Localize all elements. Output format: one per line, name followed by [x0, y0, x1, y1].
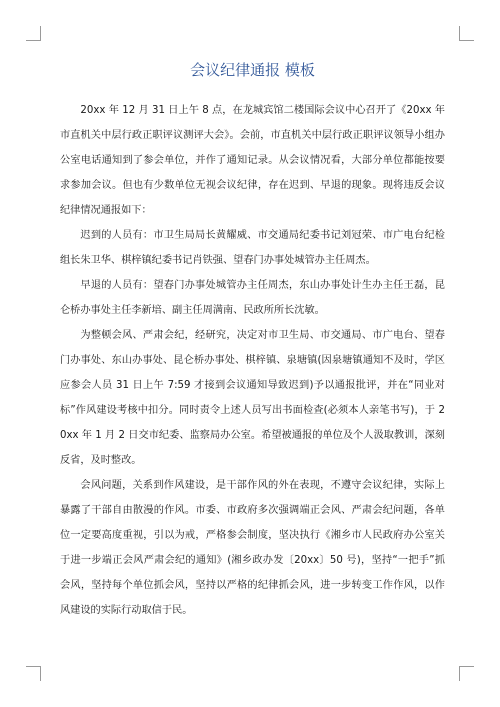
document-title: 会议纪律通报 模板: [190, 61, 315, 79]
page-corner-mark-top-left: [26, 26, 41, 41]
paragraph-intro: 20xx 年 12 月 31 日上午 8 点，在龙城宾馆二楼国际会议中心召开了《20xx 年市直机关中层行政正职评议测评大会》。会前，市直机关中层行政正职评议领导小组办公室电话通知到了参会单位，并作了通知记录。从会议情况看，大部分单位都能按要求参加会议。但也有少数单位无视会议纪律，存在迟到、早退的现象。现将违反会议纪律情况通报如下：: [60, 105, 445, 216]
page-corner-mark-bottom-right: [459, 666, 474, 681]
document-page: [60, 60, 445, 623]
page-corner-mark-bottom-left: [26, 666, 41, 681]
page-corner-mark-top-right: [459, 26, 474, 41]
paragraph-early-leavers: 早退的人员有：望春门办事处城管办主任周杰，东山办事处计生办主任王磊，昆仑桥办事处主任李新培、副主任周满南、民政所所长沈敏。: [60, 280, 445, 316]
paragraph-decision: 为整顿会风、严肃会纪，经研究，决定对市卫生局、市交通局、市广电台、望春门办事处、东山办事处、昆仑桥办事处、棋梓镇、泉塘镇(因泉塘镇通知不及时，学区应参会人员 31 日上午 7:59 才接到会议通知导致迟到)予以通报批评，并在“同业对标”作风建设考核中扣分。同时责令上述人员写出书面检查(必须本人亲笔书写)，于 20xx 年 1 月 2 日交市纪委、监察局办公室。希望被通报的单位及个人汲取教训，深刻反省，及时整改。: [60, 330, 445, 466]
paragraph-late-arrivals: 迟到的人员有：市卫生局局长黄耀威、市交通局纪委书记刘冠荣、市广电台纪检组长朱卫华、棋梓镇纪委书记肖铁强、望春门办事处城管办主任周杰。: [60, 230, 445, 266]
paragraph-conclusion: 会风问题，关系到作风建设，是干部作风的外在表现，不遵守会议纪律，实际上暴露了干部自由散漫的作风。市委、市政府多次强调端正会风、严肃会纪问题，各单位一定要高度重视，引以为戒，严格参会制度，坚决执行《湘乡市人民政府办公室关于进一步端正会风严肃会纪的通知》(湘乡政办发〔20xx〕50 号)，坚持“一把手”抓会风，坚持每个单位抓会风，坚持以严格的纪律抓会风，进一步转变工作作风，以作风建设的实际行动取信于民。: [60, 480, 445, 616]
